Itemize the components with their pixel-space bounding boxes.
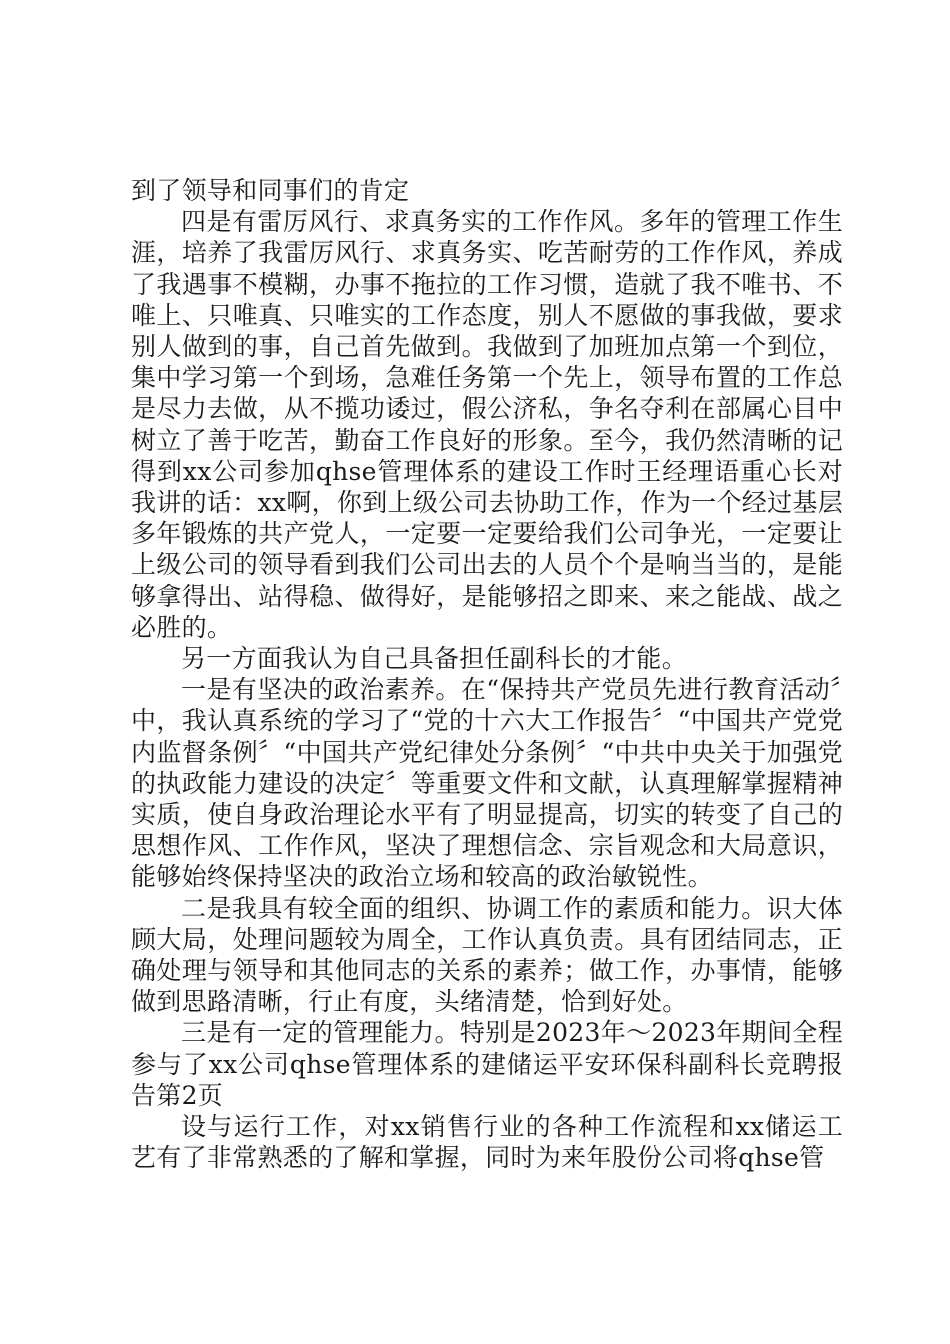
paragraph-3: 另一方面我认为自己具备担任副科长的才能。 (181, 644, 688, 674)
paragraph-5: 二是我具有较全面的组织、协调工作的素质和能力。识大体顾大局，处理问题较为周全，工作认真负责。具有团结同志，正确处理与领导和其他同志的关系的素养；做工作，办事情，能够做到思路清晰，行止有度，头绪清楚，恰到好处。 (131, 893, 843, 1017)
paragraph-7: 设与运行工作，对xx销售行业的各种工作流程和xx储运工艺有了非常熟悉的了解和掌握，同时为来年股份公司将qhse管 (131, 1112, 843, 1173)
paragraph-4: 一是有坚决的政治素养。在“保持共产党员先进行教育活动〞中，我认真系统的学习了“党的十六大工作报告〞“中国共产党党内监督条例〞“中国共产党纪律处分条例〞“中共中央关于加强党的执政能力建设的决定〞等重要文件和文献，认真理解掌握精神实质，使自身政治理论水平有了明显提高，切实的转变了自己的思想作风、工作作风，坚决了理想信念、宗旨观念和大局意识，能够始终保持坚决的政治立场和较高的政治敏锐性。 (131, 675, 843, 892)
paragraph-1: 到了领导和同事们的肯定 (131, 176, 410, 205)
document-body (131, 175, 843, 1174)
paragraph-2: 四是有雷厉风行、求真务实的工作作风。多年的管理工作生涯，培养了我雷厉风行、求真务实、吃苦耐劳的工作作风，养成了我遇事不模糊，办事不拖拉的工作习惯，造就了我不唯书、不唯上、只唯真、只唯实的工作态度，别人不愿做的事我做，要求别人做到的事，自己首先做到。我做到了加班加点第一个到位，集中学习第一个到场，急难任务第一个先上，领导布置的工作总是尽力去做，从不揽功诿过，假公济私，争名夺利在部属心目中树立了善于吃苦，勤奋工作良好的形象。至今，我仍然清晰的记得到xx公司参加qhse管理体系的建设工作时王经理语重心长对我讲的话：xx啊，你到上级公司去协助工作，作为一个经过基层多年锻炼的共产党人，一定要一定要给我们公司争光，一定要让上级公司的领导看到我们公司出去的人员个个是响当当的，是能够拿得出、站得稳、做得好，是能够招之即来、来之能战、战之必胜的。 (131, 207, 843, 642)
paragraph-6: 三是有一定的管理能力。特别是2023年～2023年期间全程参与了xx公司qhse管理体系的建储运平安环保科副科长竞聘报告第2页 (131, 1018, 843, 1110)
